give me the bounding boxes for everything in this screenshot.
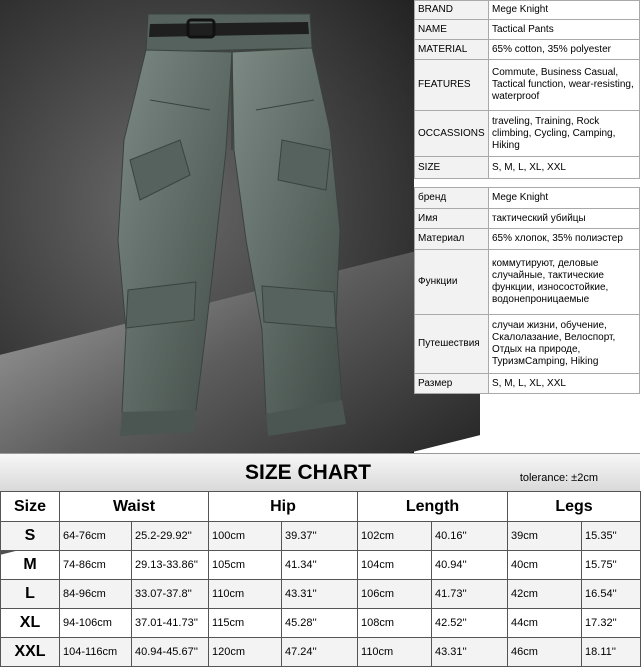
size-label: M [1, 551, 60, 580]
spec-row-features-ru [415, 250, 640, 315]
spec-table-russian [414, 187, 640, 394]
size-label: S [1, 522, 60, 551]
legs-cm: 42cm [508, 580, 582, 609]
spec-key: SIZE [415, 157, 489, 179]
size-label: XXL [1, 638, 60, 667]
waist-cm: 84-96cm [60, 580, 132, 609]
waist-cm: 104-116cm [60, 638, 132, 667]
length-cm: 110cm [358, 638, 432, 667]
waist-cm: 74-86cm [60, 551, 132, 580]
spec-key: Материал [415, 229, 489, 250]
spec-row-brand [415, 1, 640, 20]
spec-row-size-ru [415, 374, 640, 394]
length-cm: 106cm [358, 580, 432, 609]
table-row [1, 551, 641, 580]
header-size: Size [1, 492, 60, 522]
spec-key: NAME [415, 20, 489, 40]
spec-row-name-ru [415, 209, 640, 229]
spec-value: Tactical Pants [489, 20, 640, 40]
spec-value: 65% хлопок, 35% полиэстер [489, 229, 640, 250]
length-cm: 104cm [358, 551, 432, 580]
header-legs: Legs [508, 492, 641, 522]
table-row [1, 638, 641, 667]
spec-key: Функции [415, 250, 489, 315]
hip-in: 47.24'' [282, 638, 358, 667]
size-label: L [1, 580, 60, 609]
spec-value: коммутируют, деловые случайные, тактические функции, износостойкие, водонепроницаемые [489, 250, 640, 315]
product-photo [0, 0, 414, 453]
legs-cm: 39cm [508, 522, 582, 551]
waist-in: 37.01-41.73'' [132, 609, 209, 638]
waist-in: 29.13-33.86'' [132, 551, 209, 580]
waist-in: 40.94-45.67'' [132, 638, 209, 667]
legs-in: 17.32'' [582, 609, 641, 638]
spec-row-size [415, 157, 640, 179]
spec-row-material-ru [415, 229, 640, 250]
spec-key: Путешествия [415, 315, 489, 374]
spec-value: 65% cotton, 35% polyester [489, 40, 640, 60]
length-in: 43.31'' [432, 638, 508, 667]
spec-table-english [414, 0, 640, 179]
hip-in: 45.28'' [282, 609, 358, 638]
spec-row-name [415, 20, 640, 40]
spec-row-brand-ru [415, 188, 640, 209]
length-in: 42.52'' [432, 609, 508, 638]
legs-cm: 44cm [508, 609, 582, 638]
spec-value: Mege Knight [489, 1, 640, 20]
spec-row-material [415, 40, 640, 60]
hip-in: 41.34'' [282, 551, 358, 580]
legs-in: 15.75'' [582, 551, 641, 580]
table-row [1, 522, 641, 551]
size-chart-header-row [1, 492, 641, 522]
spec-value: Mege Knight [489, 188, 640, 209]
length-cm: 102cm [358, 522, 432, 551]
tactical-pants-illustration [0, 0, 414, 453]
spec-value: случаи жизни, обучение, Скалолазание, Велоспорт, Отдых на природе, ТуризмCamping, Hiking [489, 315, 640, 374]
legs-cm: 46cm [508, 638, 582, 667]
hip-in: 43.31'' [282, 580, 358, 609]
spec-value: traveling, Training, Rock climbing, Cycling, Camping, Hiking [489, 111, 640, 157]
waist-cm: 64-76cm [60, 522, 132, 551]
table-row [1, 609, 641, 638]
spec-key: Размер [415, 374, 489, 394]
size-chart-title: SIZE CHART [245, 461, 371, 484]
spec-key: OCCASSIONS [415, 111, 489, 157]
spec-row-occasions-ru [415, 315, 640, 374]
spec-key: Имя [415, 209, 489, 229]
table-row [1, 580, 641, 609]
spec-value: S, M, L, XL, XXL [489, 157, 640, 179]
header-waist: Waist [60, 492, 209, 522]
hip-in: 39.37'' [282, 522, 358, 551]
spec-key: бренд [415, 188, 489, 209]
size-chart-header [0, 453, 640, 491]
spec-key: BRAND [415, 1, 489, 20]
spec-value: тактический убийцы [489, 209, 640, 229]
waist-in: 33.07-37.8'' [132, 580, 209, 609]
legs-cm: 40cm [508, 551, 582, 580]
spec-row-occasions [415, 111, 640, 157]
spec-value: Commute, Business Casual, Tactical function, wear-resisting, waterproof [489, 60, 640, 111]
spec-value: S, M, L, XL, XXL [489, 374, 640, 394]
length-in: 40.94'' [432, 551, 508, 580]
header-length: Length [358, 492, 508, 522]
length-in: 41.73'' [432, 580, 508, 609]
hip-cm: 120cm [209, 638, 282, 667]
hip-cm: 105cm [209, 551, 282, 580]
legs-in: 16.54'' [582, 580, 641, 609]
tolerance-note: tolerance: ±2cm [519, 472, 598, 484]
legs-in: 15.35'' [582, 522, 641, 551]
size-label: XL [1, 609, 60, 638]
length-in: 40.16'' [432, 522, 508, 551]
waist-in: 25.2-29.92'' [132, 522, 209, 551]
legs-in: 18.11'' [582, 638, 641, 667]
waist-cm: 94-106cm [60, 609, 132, 638]
hip-cm: 100cm [209, 522, 282, 551]
spec-row-features [415, 60, 640, 111]
spec-key: FEATURES [415, 60, 489, 111]
spec-key: MATERIAL [415, 40, 489, 60]
size-chart-table [0, 491, 641, 667]
hip-cm: 110cm [209, 580, 282, 609]
length-cm: 108cm [358, 609, 432, 638]
hip-cm: 115cm [209, 609, 282, 638]
header-hip: Hip [209, 492, 358, 522]
